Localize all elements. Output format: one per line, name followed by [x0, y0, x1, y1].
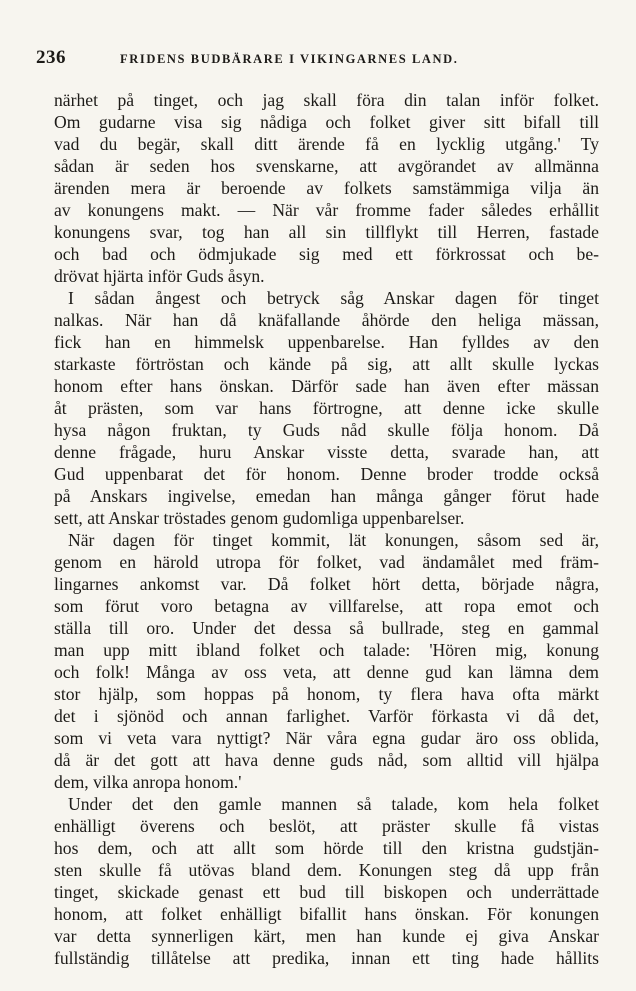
page-header	[36, 47, 596, 71]
text-line: på Anskars ingivelse, emedan han många gånger förut hade	[54, 486, 599, 506]
paragraph-start-line: När dagen för tinget kommit, lät konungen, såsom sed är,	[68, 530, 599, 550]
text-line: drövat hjärta inför Guds åsyn.	[54, 266, 265, 286]
text-line: hysa någon fruktan, ty Guds nåd skulle följa honom. Då	[54, 420, 599, 440]
text-line: Om gudarne visa sig nådiga och folket giver sitt bifall till	[54, 112, 599, 132]
text-line: honom efter hans önskan. Därför sade han även efter mässan	[54, 376, 599, 396]
text-line: fick han en himmelsk uppenbarelse. Han fylldes av den	[54, 332, 599, 352]
text-line: tinget, skickade genast ett bud till biskopen och underrättade	[54, 882, 599, 902]
text-line: vad du begär, skall ditt ärende få en lycklig utgång.' Ty	[54, 134, 599, 154]
text-line: denne frågade, huru Anskar visste detta, svarade han, att	[54, 442, 599, 462]
text-line: starkaste förtröstan och kände på sig, att allt skulle lyckas	[54, 354, 599, 374]
text-line: närhet på tinget, och jag skall föra din talan inför folket.	[54, 90, 599, 110]
page-number: 236	[36, 47, 66, 68]
text-line: genom en härold utropa för folket, vad ändamålet med främ-	[54, 552, 599, 572]
body-text	[54, 89, 599, 969]
text-line: sådan är seden hos svenskarne, att avgörandet av allmänna	[54, 156, 599, 176]
text-line: enhälligt överens och beslöt, att präster skulle få vistas	[54, 816, 599, 836]
text-line: då är det gott att hava denne guds nåd, som alltid vill hjälpa	[54, 750, 599, 770]
text-line: och bad och ödmjukade sig med ett förkrossat och be-	[54, 244, 599, 264]
paragraph-start-line: Under det den gamle mannen så talade, kom hela folket	[68, 794, 599, 814]
text-line: och folk! Många av oss veta, att denne gud kan lämna dem	[54, 662, 599, 682]
text-line: ärenden mera är beroende av folkets samstämmiga vilja än	[54, 178, 599, 198]
running-title: FRIDENS BUDBÄRARE I VIKINGARNES LAND.	[120, 52, 459, 66]
text-line: konungens svar, tog han all sin tillflykt till Herren, fastade	[54, 222, 599, 242]
text-line: åt prästen, som var hans förtrogne, att denne icke skulle	[54, 398, 599, 418]
text-line: var detta synnerligen kärt, men han kunde ej giva Anskar	[54, 926, 599, 946]
text-line: Gud uppenbarat det för honom. Denne broder trodde också	[54, 464, 599, 484]
text-line: sten skulle få utövas bland dem. Konungen steg då upp från	[54, 860, 599, 880]
text-line: som vi veta vara nyttigt? När våra egna gudar äro oss oblida,	[54, 728, 599, 748]
text-line: det i sjönöd och annan farlighet. Varför förkasta vi då det,	[54, 706, 599, 726]
text-line: nalkas. När han då knäfallande åhörde den heliga mässan,	[54, 310, 599, 330]
text-line: fullständig tillåtelse att predika, innan ett ting hade hållits	[54, 948, 599, 968]
text-line: sett, att Anskar tröstades genom gudomliga uppenbarelser.	[54, 508, 465, 528]
text-line: lingarnes ankomst var. Då folket hört detta, började några,	[54, 574, 599, 594]
text-line: man upp mitt ibland folket och talade: 'Hören mig, konung	[54, 640, 599, 660]
text-line: ställa till oro. Under det dessa så bullrade, steg en gammal	[54, 618, 599, 638]
text-line: hos dem, och att allt som hörde till den kristna gudstjän-	[54, 838, 599, 858]
text-line: som förut voro betagna av villfarelse, att ropa emot och	[54, 596, 599, 616]
paragraph-start-line: I sådan ångest och betryck såg Anskar dagen för tinget	[68, 288, 599, 308]
text-line: av konungens makt. — När vår fromme fader således erhållit	[54, 200, 599, 220]
text-line: dem, vilka anropa honom.'	[54, 772, 242, 792]
text-line: honom, att folket enhälligt bifallit hans önskan. För konungen	[54, 904, 599, 924]
text-line: stor hjälp, som hoppas på honom, ty flera hava ofta märkt	[54, 684, 599, 704]
